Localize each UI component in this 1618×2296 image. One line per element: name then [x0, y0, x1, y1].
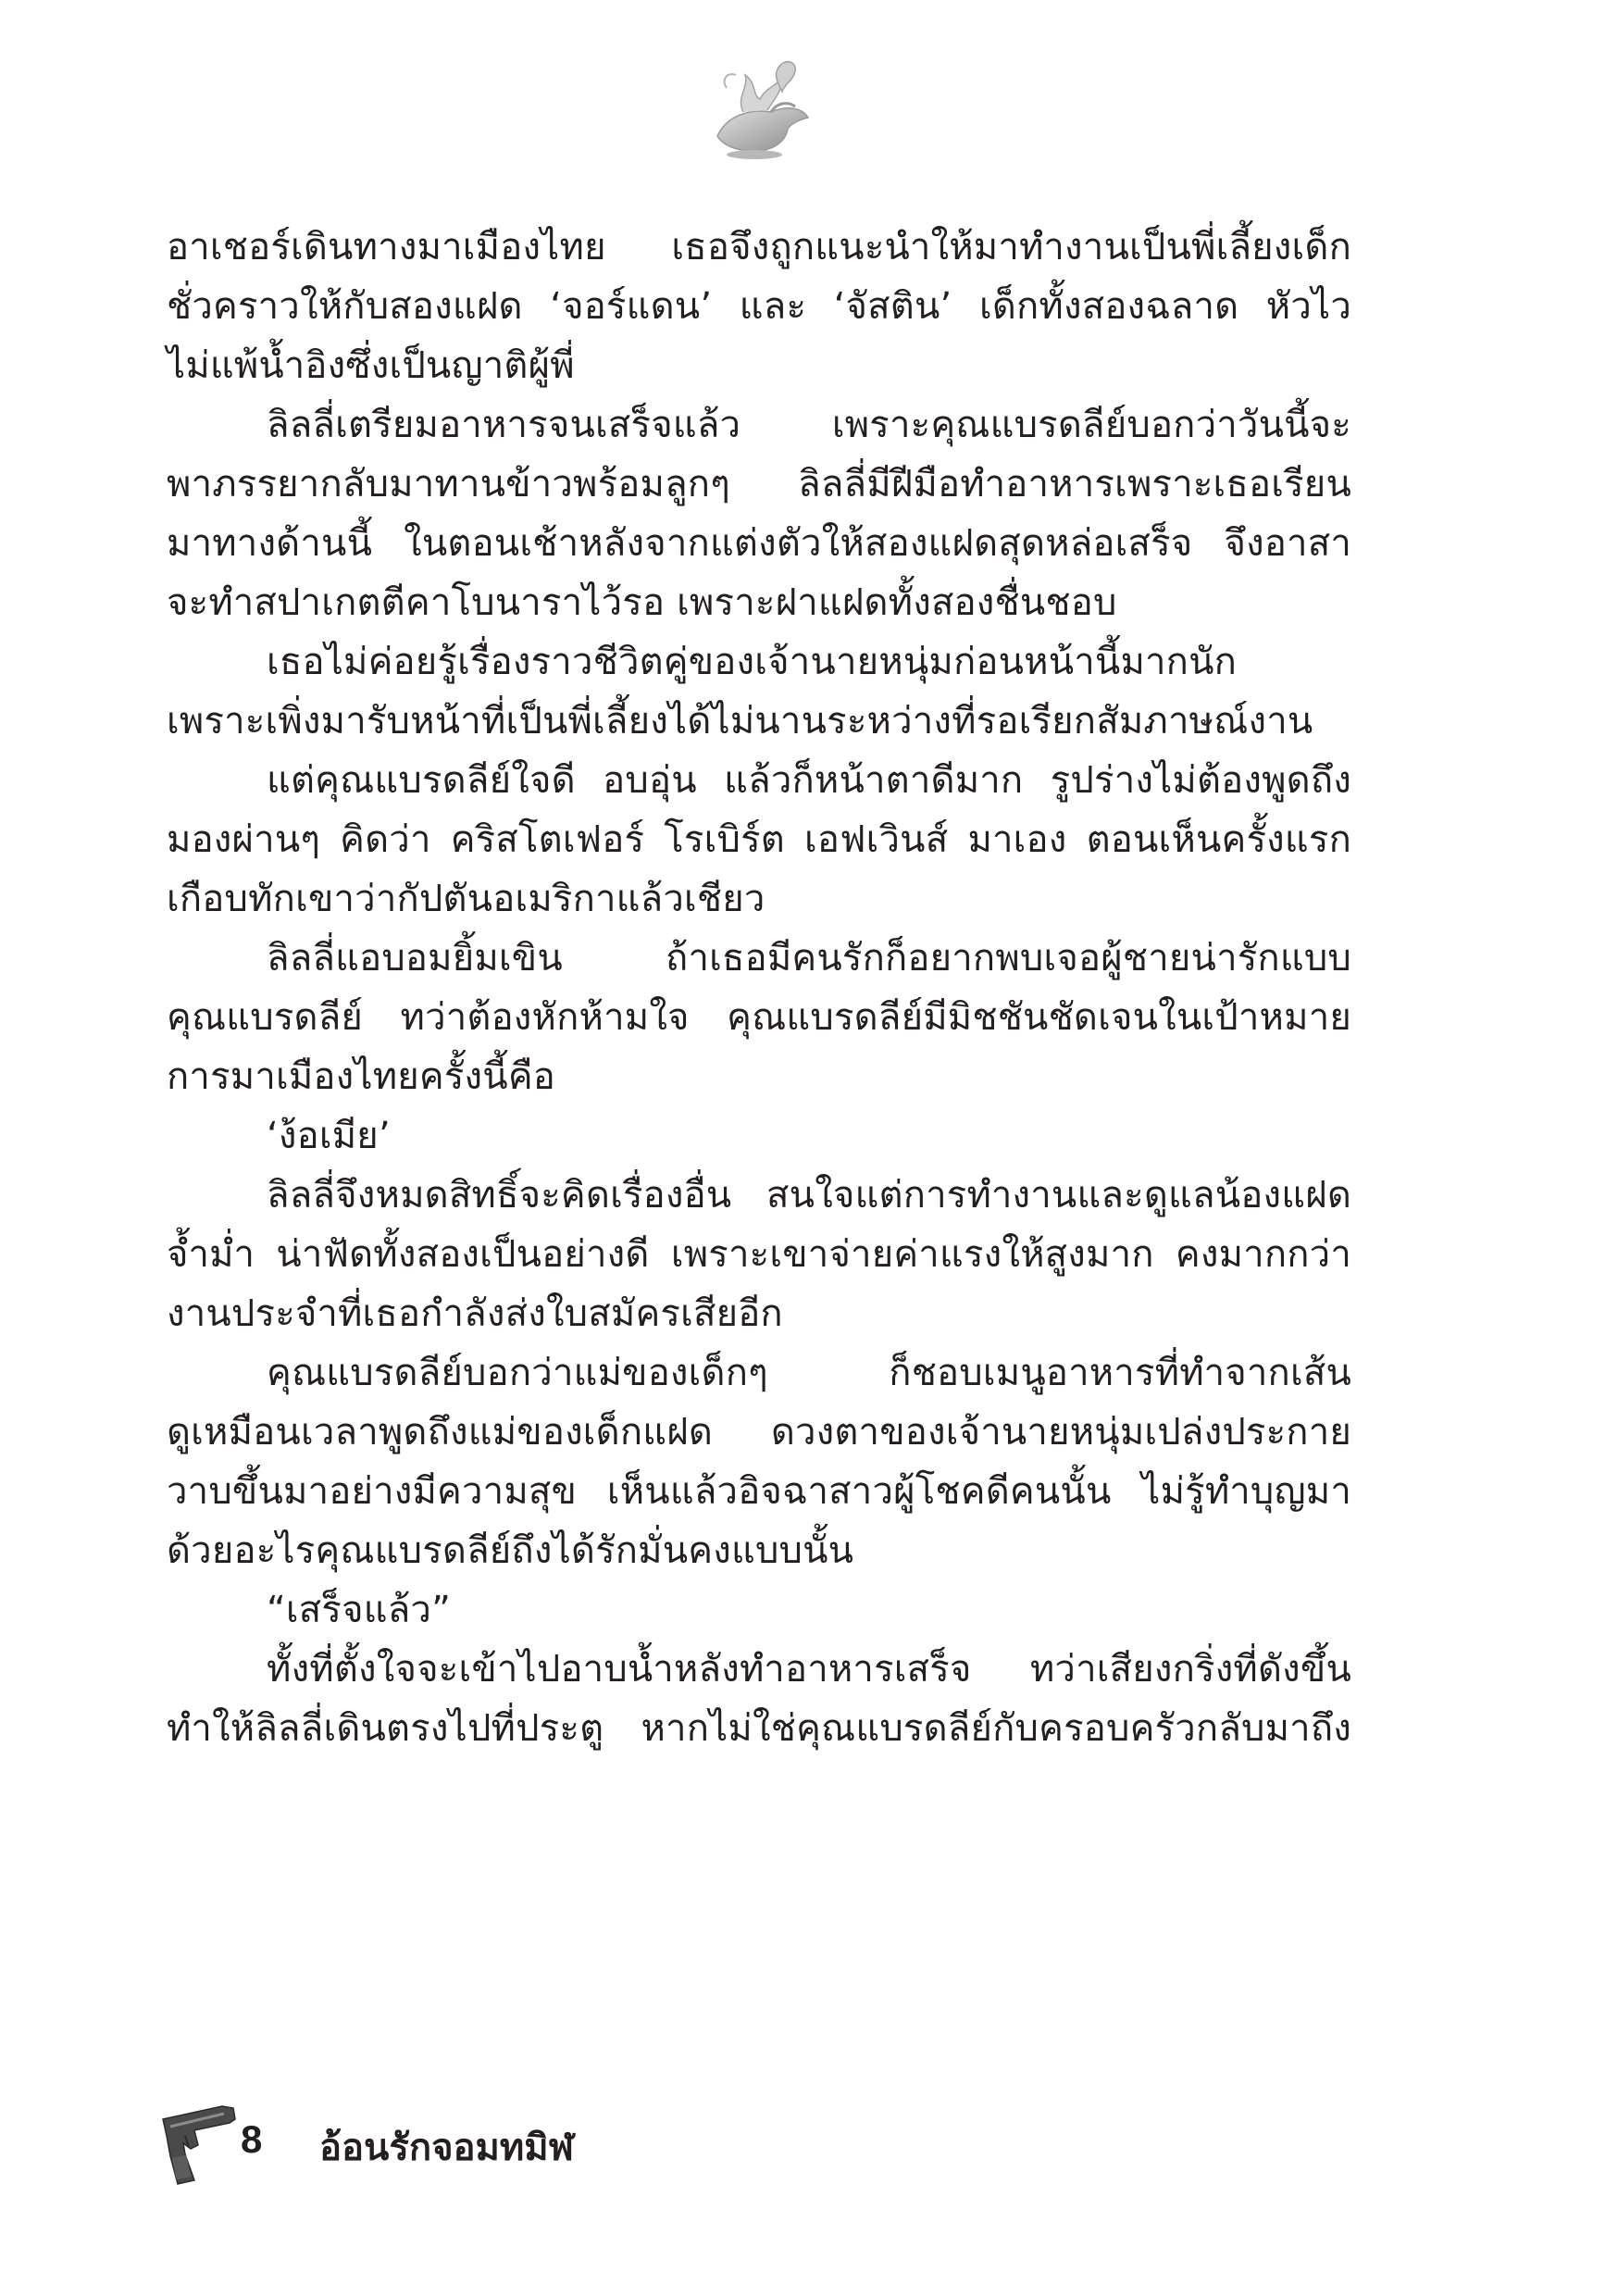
body-text: [167, 218, 1351, 1758]
text-line: คุณแบรดลีย์บอกว่าแม่ของเด็กๆ ก็ชอบเมนูอาหารที่ทำจากเส้น: [267, 1352, 1351, 1394]
book-title: อ้อนรักจอมทมิฬ: [319, 2127, 574, 2169]
text-line: คุณแบรดลีย์ ทว่าต้องหักห้ามใจ คุณแบรดลีย์มีมิชชันชัดเจนในเป้าหมาย: [167, 996, 1351, 1039]
text-line: ทั้งที่ตั้งใจจะเข้าไปอาบน้ำหลังทำอาหารเสร็จ ทว่าเสียงกริ่งที่ดังขึ้น: [267, 1648, 1351, 1691]
text-line: จ้ำม่ำ น่าฟัดทั้งสองเป็นอย่างดี เพราะเขาจ่ายค่าแรงให้สูงมาก คงมากกว่า: [167, 1233, 1351, 1276]
text-line: มาทางด้านนี้ ในตอนเช้าหลังจากแต่งตัวให้สองแฝดสุดหล่อเสร็จ จึงอาสา: [167, 522, 1351, 565]
text-line: ลิลลี่จึงหมดสิทธิ์จะคิดเรื่องอื่น สนใจแต่การทำงานและดูแลน้องแฝด: [267, 1174, 1351, 1217]
text-line: การมาเมืองไทยครั้งนี้คือ: [167, 1055, 556, 1098]
text-line: เธอไม่ค่อยรู้เรื่องราวชีวิตคู่ของเจ้านายหนุ่มก่อนหน้านี้มากนัก: [267, 641, 1238, 683]
page-number: 8: [241, 2117, 263, 2161]
page-footer: [157, 2097, 805, 2190]
text-line: ด้วยอะไรคุณแบรดลีย์ถึงได้รักมั่นคงแบบนั้น: [167, 1529, 854, 1572]
text-line: พาภรรยากลับมาทานข้าวพร้อมลูกๆ ลิลลี่มีฝีมือทำอาหารเพราะเธอเรียน: [167, 463, 1351, 505]
genie-lamp-ornament-icon: [699, 51, 819, 162]
text-line: ‘ง้อเมีย’: [267, 1115, 391, 1157]
pistol-icon: [157, 2099, 239, 2188]
text-line: จะทำสปาเกตตีคาโบนาราไว้รอ เพราะฝาแฝดทั้งสองชื่นชอบ: [167, 581, 1117, 624]
text-line: ชั่วคราวให้กับสองแฝด ‘จอร์แดน’ และ ‘จัสติน’ เด็กทั้งสองฉลาด หัวไว: [167, 285, 1351, 328]
text-line: อาเชอร์เดินทางมาเมืองไทย เธอจึงถูกแนะนำให้มาทำงานเป็นพี่เลี้ยงเด็ก: [167, 226, 1351, 268]
text-line: มองผ่านๆ คิดว่า คริสโตเฟอร์ โรเบิร์ต เอฟเวินส์ มาเอง ตอนเห็นครั้งแรก: [167, 818, 1351, 861]
text-line: ดูเหมือนเวลาพูดถึงแม่ของเด็กแฝด ดวงตาของเจ้านายหนุ่มเปล่งประกาย: [167, 1411, 1351, 1454]
text-line: เพราะเพิ่งมารับหน้าที่เป็นพี่เลี้ยงได้ไม่นานระหว่างที่รอเรียกสัมภาษณ์งาน: [167, 700, 1313, 742]
text-line: เกือบทักเขาว่ากัปตันอเมริกาแล้วเชียว: [167, 878, 765, 920]
text-line: ลิลลี่แอบอมยิ้มเขิน ถ้าเธอมีคนรักก็อยากพบเจอผู้ชายน่ารักแบบ: [267, 937, 1351, 980]
text-line: งานประจำที่เธอกำลังส่งใบสมัครเสียอีก: [167, 1292, 783, 1335]
text-line: วาบขึ้นมาอย่างมีความสุข เห็นแล้วอิจฉาสาวผู้โชคดีคนนั้น ไม่รู้ทำบุญมา: [167, 1470, 1351, 1513]
text-line: “เสร็จแล้ว”: [267, 1589, 452, 1631]
text-line: ลิลลี่เตรียมอาหารจนเสร็จแล้ว เพราะคุณแบรดลีย์บอกว่าวันนี้จะ: [267, 404, 1351, 446]
text-line: ทำให้ลิลลี่เดินตรงไปที่ประตู หากไม่ใช่คุณแบรดลีย์กับครอบครัวกลับมาถึง: [167, 1707, 1351, 1750]
text-line: ไม่แพ้น้ำอิงซึ่งเป็นญาติผู้พี่: [167, 344, 575, 387]
text-line: แต่คุณแบรดลีย์ใจดี อบอุ่น แล้วก็หน้าตาดีมาก รูปร่างไม่ต้องพูดถึง: [267, 759, 1351, 802]
